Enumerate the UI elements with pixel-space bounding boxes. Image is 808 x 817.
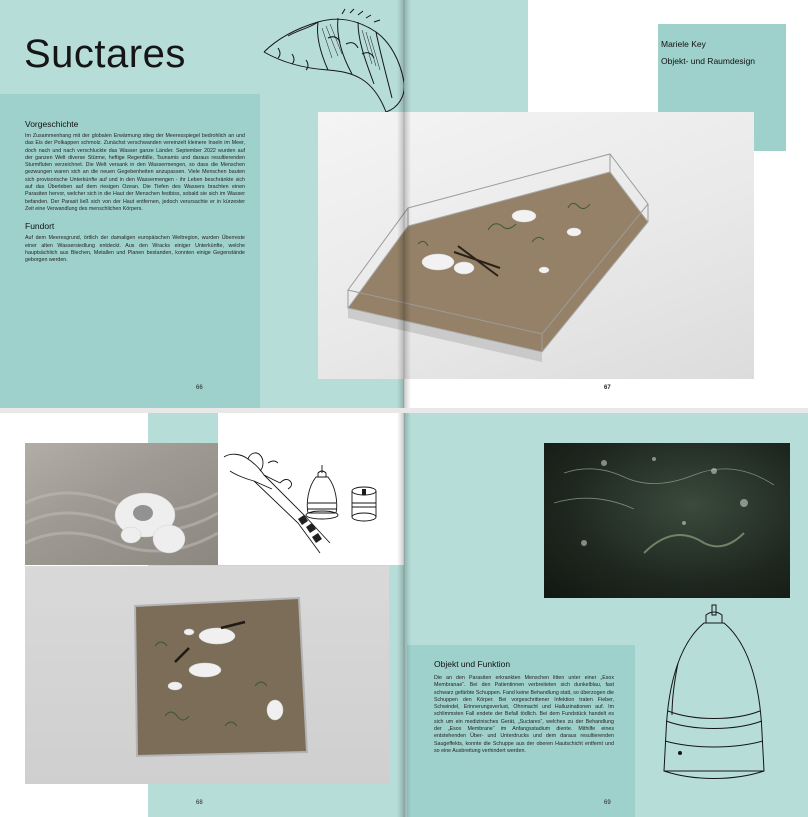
text-column — [25, 119, 245, 264]
gutter-shadow — [397, 0, 411, 408]
page-number: 67 — [604, 385, 611, 391]
page-68 — [0, 413, 404, 817]
page-69 — [404, 413, 808, 817]
bottom-spread — [0, 413, 808, 817]
top-spread — [0, 0, 808, 408]
page-number: 69 — [604, 800, 611, 806]
photo-sand-object — [25, 443, 218, 565]
suction-cup-sketch-icon — [302, 463, 342, 523]
photo-glass-box-angle — [318, 112, 754, 379]
bell-sketch-icon — [654, 603, 774, 793]
section-text-objekt-und-funktion: Die an den Parasiten erkrankten Menschen litten unter einer „Esox Membranae“. Bei den Patientinnen verbreiteten sich dunkelblau, fast schwarz gefärbte Schuppen. Fand keine Behandlung statt, so überzogen die Schuppen den Körper. Bei vorgeschrittener Infektion traten Fieber, Schwindel, Erinnerungsverlust, Ohnmacht und Halluzinationen auf. Im schlimmsten Fall endete der Befall tödlich. Bei dem Fundstück handelt es sich um ein medizinisches Gerät, „Suctares“, welches zu der Behandlung der „Esox Membrane“ im Anfangsstadium diente. Mithilfe eines entstehenden Über- und Unterdrucks und dem daraus resultierenden Saugeffekts, konnte die Schuppe aus der oberen Hautschicht entfernt und so eine Ausbreitung verhindert werden. — [434, 675, 614, 754]
section-heading-objekt-und-funktion: Objekt und Funktion — [434, 659, 511, 669]
section-heading-fundort: Fundort — [25, 221, 55, 232]
author-name: Mariele Key — [661, 39, 706, 49]
author-program: Objekt- und Raumdesign — [661, 56, 756, 66]
page-title: Suctares — [24, 32, 186, 76]
gutter-shadow — [397, 413, 411, 817]
page-number: 68 — [196, 800, 203, 806]
top-mint-band — [404, 0, 528, 112]
section-heading-vorgeschichte: Vorgeschichte — [25, 119, 79, 129]
text-column — [434, 659, 614, 755]
section-text-vorgeschichte: Im Zusammenhang mit der globalen Erwärmung stieg der Meeresspiegel bedrohlich an und das Eis der Polkappen schmolz. Zunächst verschwanden vereinzelt kleinere Inseln im Meer, doch nach und nach verschluckte das Wasser ganze Länder. September 2022 wurden auf der ganzen Welt diverse Stürme, heftige Regenfälle, Tsunamis und daraus resultierenden Sturmfluten verzeichnet. Die Welt versank in den Wassermengen, so dass die Menschen gezwungen waren sich an die neuen Gegebenheiten anzupassen. Viele Menschen bauten sich provisorische Unterkünfte auf und in den Wassermengen - ihr Leben beschränkte sich auf das Überleben auf dem riesigen Ozean. Die Tiefen des Wassers brachten einen Parasiten hervor, welcher sich in die Haut der Menschen festbiss, sobald sie sich im Wasser befanden. Der Parasit ließ sich von der Haut entfernen, jedoch verursachte er in kürzester Zeit eine Verwandlung des menschlichen Körpers. — [25, 133, 245, 212]
photo-underwater — [544, 443, 790, 598]
bell-device-sketch-icon — [346, 483, 382, 527]
shell-sketch-icon — [258, 8, 404, 116]
photo-glass-box-top — [25, 566, 389, 784]
page-number: 66 — [196, 385, 203, 391]
section-text-fundort: Auf dem Meeresgrund, örtlich der damaligen europäischen Weltregion, wurden Überreste einer alten Wassersiedlung entdeckt. Aus den Wracks einiger Unterkünfte, welche hauptsächlich aus Blechen, Metallen und Planen bestanden, konnten einige Gegenstände geborgen werden. — [25, 235, 245, 264]
